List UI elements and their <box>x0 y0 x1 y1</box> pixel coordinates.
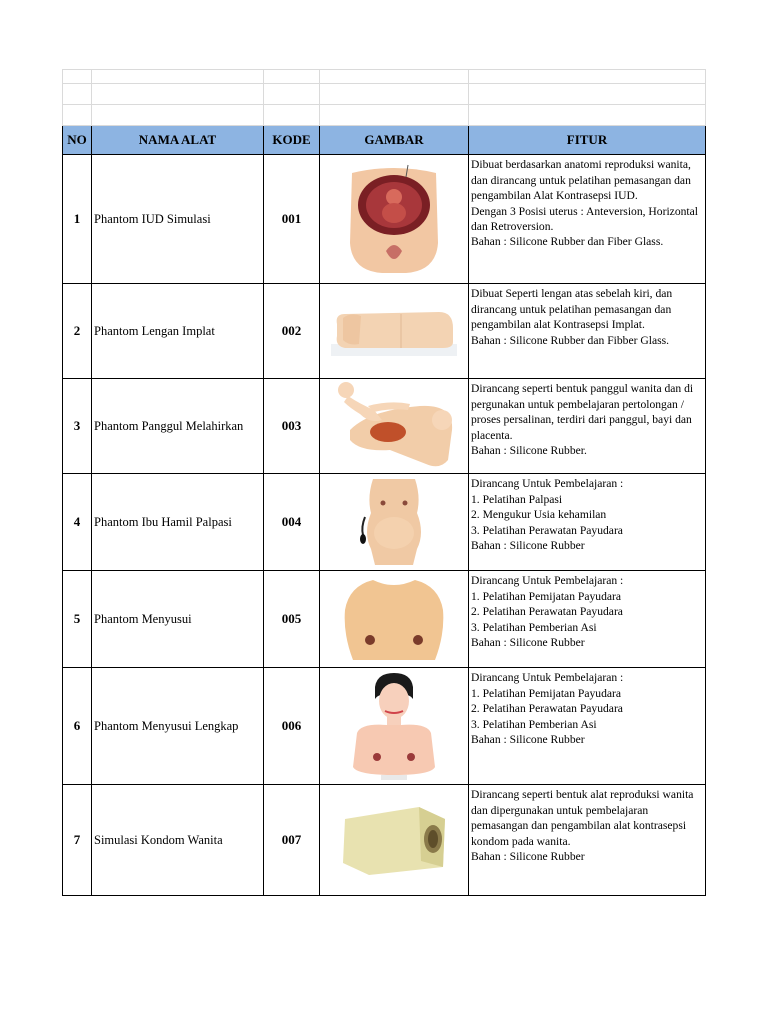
row-fitur <box>469 155 706 284</box>
row-kode: 004 <box>264 474 320 571</box>
row-fitur <box>469 668 706 785</box>
row-kode: 007 <box>264 785 320 896</box>
fitur-line: 3. Pelatihan Pemberian Asi <box>471 717 597 731</box>
fitur-line: Dirancang seperti bentuk alat reproduksi wanita dan dipergunakan untuk pembelajaran pemasangan dan pengambilan alat kontrasepsi kondom pada wanita. <box>471 788 694 848</box>
phantom-pelvis-image <box>330 380 458 472</box>
row-nama: Phantom Ibu Hamil Palpasi <box>92 474 264 571</box>
row-no: 4 <box>63 474 92 571</box>
fitur-line: Bahan : Silicone Rubber dan Fibber Glass. <box>471 333 670 347</box>
row-nama: Phantom Lengan Implat <box>92 284 264 379</box>
fitur-line: Bahan : Silicone Rubber. <box>471 443 587 457</box>
row-kode: 001 <box>264 155 320 284</box>
fitur-line: Bahan : Silicone Rubber <box>471 538 585 552</box>
row-gambar <box>320 379 469 474</box>
product-table <box>62 69 706 896</box>
fitur-line: Bahan : Silicone Rubber dan Fiber Glass. <box>471 235 664 249</box>
row-no: 2 <box>63 284 92 379</box>
row-nama: Phantom Panggul Melahirkan <box>92 379 264 474</box>
fitur-line: 2. Pelatihan Perawatan Payudara <box>471 605 623 619</box>
phantom-breast-full-image <box>351 671 437 781</box>
fitur-line: Dirancang Untuk Pembelajaran : <box>471 477 624 491</box>
row-gambar <box>320 155 469 284</box>
fitur-line: Bahan : Silicone Rubber <box>471 732 585 746</box>
row-fitur <box>469 474 706 571</box>
fitur-line: 1. Pelatihan Pemijatan Payudara <box>471 686 622 700</box>
table-row <box>63 785 706 896</box>
table-row <box>63 474 706 571</box>
phantom-breast-image <box>343 576 445 662</box>
fitur-line: Dirancang Untuk Pembelajaran : <box>471 671 624 685</box>
spreadsheet <box>62 69 706 896</box>
fitur-line: Dirancang Untuk Pembelajaran : <box>471 574 624 588</box>
row-nama: Phantom IUD Simulasi <box>92 155 264 284</box>
row-kode: 003 <box>264 379 320 474</box>
fitur-line: 2. Pelatihan Perawatan Payudara <box>471 702 623 716</box>
phantom-iud-image <box>346 163 442 275</box>
row-no: 6 <box>63 668 92 785</box>
table-row <box>63 155 706 284</box>
empty-row <box>63 105 706 126</box>
table-row <box>63 668 706 785</box>
row-fitur <box>469 379 706 474</box>
table-row <box>63 284 706 379</box>
header-row <box>63 126 706 155</box>
row-fitur <box>469 571 706 668</box>
fitur-line: 2. Mengukur Usia kehamilan <box>471 508 607 522</box>
header-fitur: FITUR <box>469 126 706 155</box>
header-no: NO <box>63 126 92 155</box>
row-gambar <box>320 474 469 571</box>
row-no: 7 <box>63 785 92 896</box>
row-no: 3 <box>63 379 92 474</box>
row-nama: Phantom Menyusui Lengkap <box>92 668 264 785</box>
fitur-line: Dengan 3 Posisi uterus : Anteversion, Horizontal dan Retroversion. <box>471 204 699 233</box>
row-fitur <box>469 785 706 896</box>
empty-row <box>63 70 706 84</box>
fitur-line: Bahan : Silicone Rubber <box>471 635 585 649</box>
row-no: 5 <box>63 571 92 668</box>
row-no: 1 <box>63 155 92 284</box>
fitur-line: 3. Pelatihan Pemberian Asi <box>471 620 597 634</box>
row-gambar <box>320 284 469 379</box>
header-gambar: GAMBAR <box>320 126 469 155</box>
fitur-line: 1. Pelatihan Palpasi <box>471 492 563 506</box>
row-fitur <box>469 284 706 379</box>
row-kode: 002 <box>264 284 320 379</box>
fitur-line: 1. Pelatihan Pemijatan Payudara <box>471 589 622 603</box>
header-kode: KODE <box>264 126 320 155</box>
row-kode: 005 <box>264 571 320 668</box>
table-row <box>63 571 706 668</box>
row-nama: Simulasi Kondom Wanita <box>92 785 264 896</box>
empty-row <box>63 84 706 105</box>
header-nama: NAMA ALAT <box>92 126 264 155</box>
row-kode: 006 <box>264 668 320 785</box>
row-gambar <box>320 668 469 785</box>
fitur-line: Dibuat Seperti lengan atas sebelah kiri, dan dirancang untuk pelatihan pemasangan dan pengambilan alat Kontrasepsi Implat. <box>471 287 673 332</box>
row-gambar <box>320 785 469 896</box>
row-gambar <box>320 571 469 668</box>
row-nama: Phantom Menyusui <box>92 571 264 668</box>
fitur-line: Dibuat berdasarkan anatomi reproduksi wanita, dan dirancang untuk pelatihan pemasangan dan pengambilan Alat Kontrasepsi IUD. <box>471 158 691 203</box>
fitur-line: Dirancang seperti bentuk panggul wanita dan di pergunakan untuk pembelajaran pertolongan / proses persalinan, terdiri dari panggul, bayi dan placenta. <box>471 382 694 442</box>
fitur-line: Bahan : Silicone Rubber <box>471 849 585 863</box>
phantom-pregnant-image <box>359 477 429 567</box>
table-row <box>63 379 706 474</box>
fitur-line: 3. Pelatihan Perawatan Payudara <box>471 523 623 537</box>
condom-sim-image <box>339 803 449 877</box>
phantom-arm-image <box>331 304 457 358</box>
